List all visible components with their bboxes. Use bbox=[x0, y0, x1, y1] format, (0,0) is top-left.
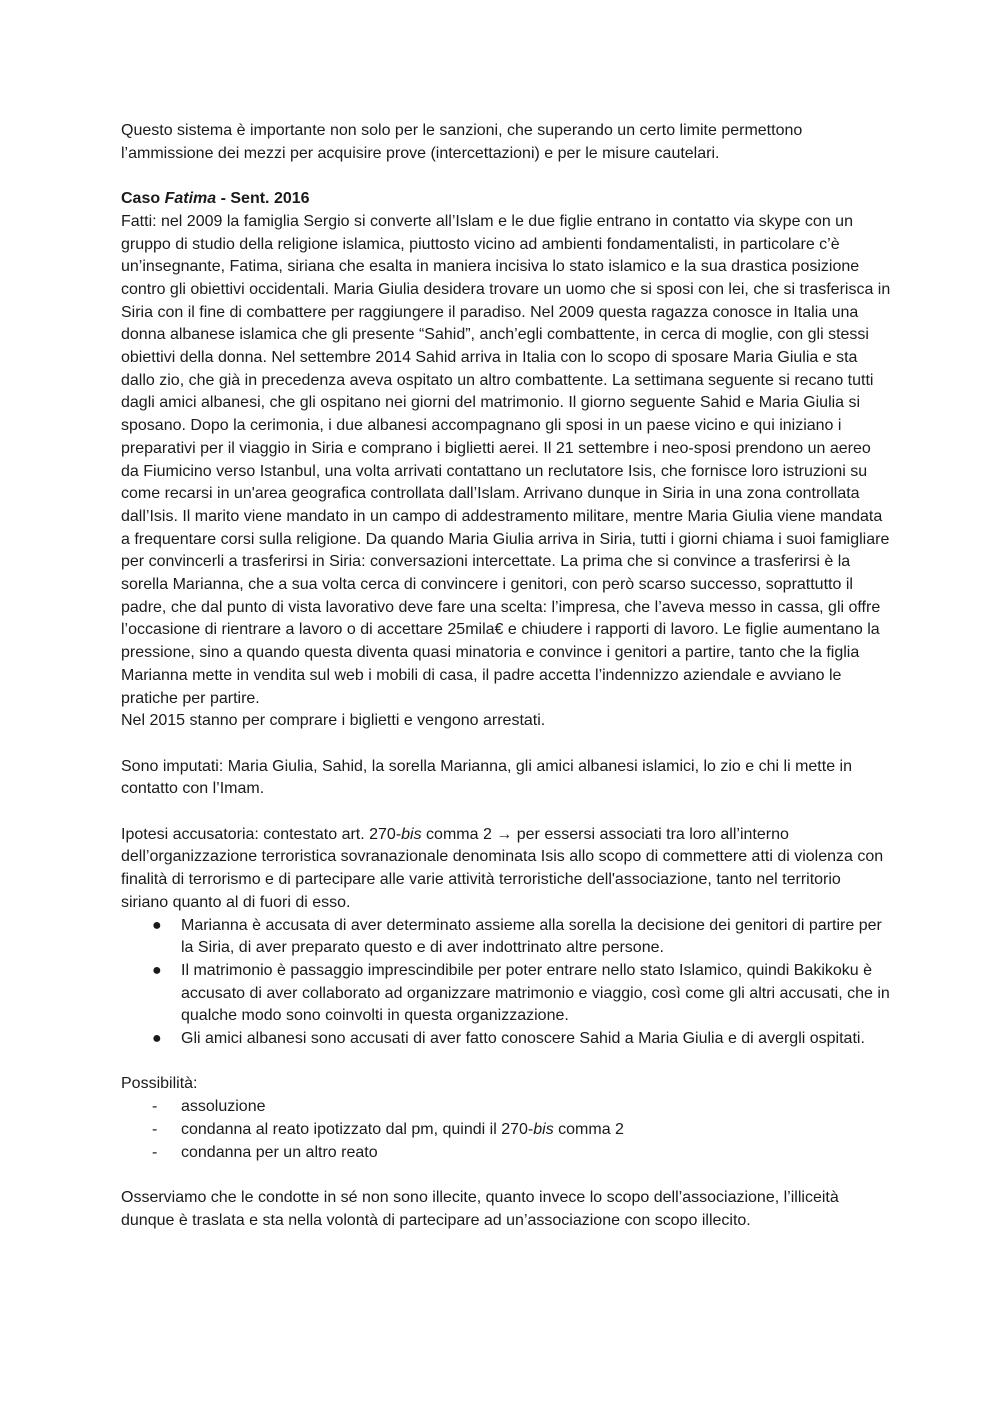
list-item-text: Marianna è accusata di aver determinato assieme alla sorella la decisione dei genitori di partire per la Siria, di aver preparato questo e di aver indottrinato altre persone. bbox=[181, 916, 882, 957]
hypothesis-after: comma 2 → per essersi associati tra loro all’interno dell’organizzazione terroristica sovranazionale denominata Isis allo scopo di commettere atti di violenza con finalità di terrorismo e di partecipare alle varie attività terroristiche dell'associazione, tanto nel territorio siriano quanto al di fuori di esso. bbox=[121, 825, 884, 911]
bullet-icon: ● bbox=[152, 916, 162, 934]
dash-icon: - bbox=[152, 1120, 158, 1138]
spacer bbox=[121, 1051, 891, 1074]
hypothesis-before: Ipotesi accusatoria: contestato art. 270- bbox=[121, 825, 402, 843]
case-heading-name: Fatima bbox=[164, 190, 217, 208]
list-item-text: Gli amici albanesi sono accusati di aver fatto conoscere Sahid a Maria Giulia e di avergli ospitati. bbox=[181, 1030, 865, 1048]
accusation-list bbox=[121, 915, 891, 1051]
document-page bbox=[121, 120, 891, 1232]
list-item bbox=[121, 1142, 891, 1165]
case-heading-suffix: - Sent. 2016 bbox=[216, 190, 310, 208]
accused-paragraph: Sono imputati: Maria Giulia, Sahid, la sorella Marianna, gli amici albanesi islamici, lo zio e chi li mette in contatto con l’Imam. bbox=[121, 757, 852, 798]
intro-paragraph: Questo sistema è importante non solo per le sanzioni, che superando un certo limite permettono l’ammissione dei mezzi per acquisire prove (intercettazioni) e per le misure cautelari. bbox=[121, 122, 803, 162]
dash-icon: - bbox=[152, 1098, 158, 1116]
possibilities-list bbox=[121, 1096, 891, 1164]
possibility-before: condanna al reato ipotizzato dal pm, quindi il 270- bbox=[181, 1120, 534, 1138]
list-item bbox=[121, 1119, 891, 1142]
list-item bbox=[121, 1096, 891, 1119]
list-item-text bbox=[181, 1121, 624, 1138]
spacer bbox=[121, 165, 891, 188]
spacer bbox=[121, 1164, 891, 1187]
spacer bbox=[121, 733, 891, 756]
spacer bbox=[121, 801, 891, 824]
list-item-text: Il matrimonio è passaggio imprescindibile per poter entrare nello stato Islamico, quindi Bakikoku è accusato di aver collaborato ad organizzare matrimonio e viaggio, così come gli altri accusati, che in qualche modo sono coinvolti in questa organizzazione. bbox=[181, 961, 890, 1025]
list-item-text: condanna per un altro reato bbox=[181, 1143, 378, 1161]
case-heading-prefix: Caso bbox=[121, 190, 165, 208]
case-heading bbox=[121, 188, 891, 211]
hypothesis-paragraph bbox=[121, 824, 891, 915]
conclusion-paragraph: Osserviamo che le condotte in sé non sono illecite, quanto invece lo scopo dell’associazione, l’illiceità dunque è traslata e sta nella volontà di partecipare ad un’associazione con scopo illecito. bbox=[121, 1188, 839, 1229]
possibilities-label: Possibilità: bbox=[121, 1075, 198, 1093]
hypothesis-italic: bis bbox=[401, 825, 422, 843]
list-item bbox=[121, 960, 891, 1028]
arrest-paragraph: Nel 2015 stanno per comprare i biglietti e vengono arrestati. bbox=[121, 712, 546, 730]
facts-paragraph: Fatti: nel 2009 la famiglia Sergio si converte all’Islam e le due figlie entrano in contatto via skype con un gruppo di studio della religione islamica, piuttosto vicino ad ambienti fondamentalisti, in particolare c’è un’insegnante, Fatima, siriana che esalta in maniera incisiva lo stato islamico e la sua drastica posizione contro gli obiettivi occidentali. Maria Giulia desidera trovare un uomo che si sposi con lei, che si trasferisca in Siria con il fine di combattere per raggiungere il paradiso. Nel 2009 questa ragazza conosce in Italia una donna albanese islamica che gli presente “Sahid”, anch’egli combattente, in cerca di moglie, con gli stessi obiettivi della donna. Nel settembre 2014 Sahid arriva in Italia con lo scopo di sposare Maria Giulia e sta dallo zio, che già in precedenza aveva ospitato un altro combattente. La settimana seguente si recano tutti dagli amici albanesi, che gli ospitano nei giorni del matrimonio. Il giorno seguente Sahid e Maria Giulia si sposano. Dopo la cerimonia, i due albanesi accompagnano gli sposi in un paese vicino e qui iniziano i preparativi per il viaggio in Siria e comprano i biglietti aerei. Il 21 settembre i neo-sposi prendono un aereo da Fiumicino verso Istanbul, una volta arrivati contattano un reclutatore Isis, che fornisce loro istruzioni su come recarsi in un'area geografica controllata dall’Islam. Arrivano dunque in Siria in una zona controllata dall’Isis. Il marito viene mandato in un campo di addestramento militare, mentre Maria Giulia viene mandata a frequentare corsi sulla religione. Da quando Maria Giulia arriva in Siria, tutti i giorni chiama i suoi famigliare per convincerli a trasferirsi in Siria: conversazioni intercettate. La prima che si convince a trasferirsi è la sorella Marianna, che a sua volta cerca di convincere i genitori, con però scarso successo, soprattutto il padre, che dal punto di vista lavorativo deve fare una scelta: l’impresa, che l’aveva messo in cassa, gli offre l’occasione di rientrare a lavoro o di accettare 25mila€ e chiudere i rapporti di lavoro. Le figlie aumentano la pressione, sino a quando questa diventa quasi minatoria e convince i genitori a partire, tanto che la figlia Marianna mette in vendita sul web i mobili di casa, il padre accetta l’indennizzo aziendale e avviano le pratiche per partire. bbox=[121, 212, 891, 707]
list-item bbox=[121, 1028, 891, 1051]
bullet-icon: ● bbox=[152, 1030, 162, 1048]
list-item-text: assoluzione bbox=[181, 1098, 266, 1116]
list-item bbox=[121, 915, 891, 960]
bullet-icon: ● bbox=[152, 961, 162, 979]
possibility-after: comma 2 bbox=[553, 1120, 624, 1138]
possibility-italic: bis bbox=[533, 1120, 554, 1138]
dash-icon: - bbox=[152, 1143, 158, 1161]
